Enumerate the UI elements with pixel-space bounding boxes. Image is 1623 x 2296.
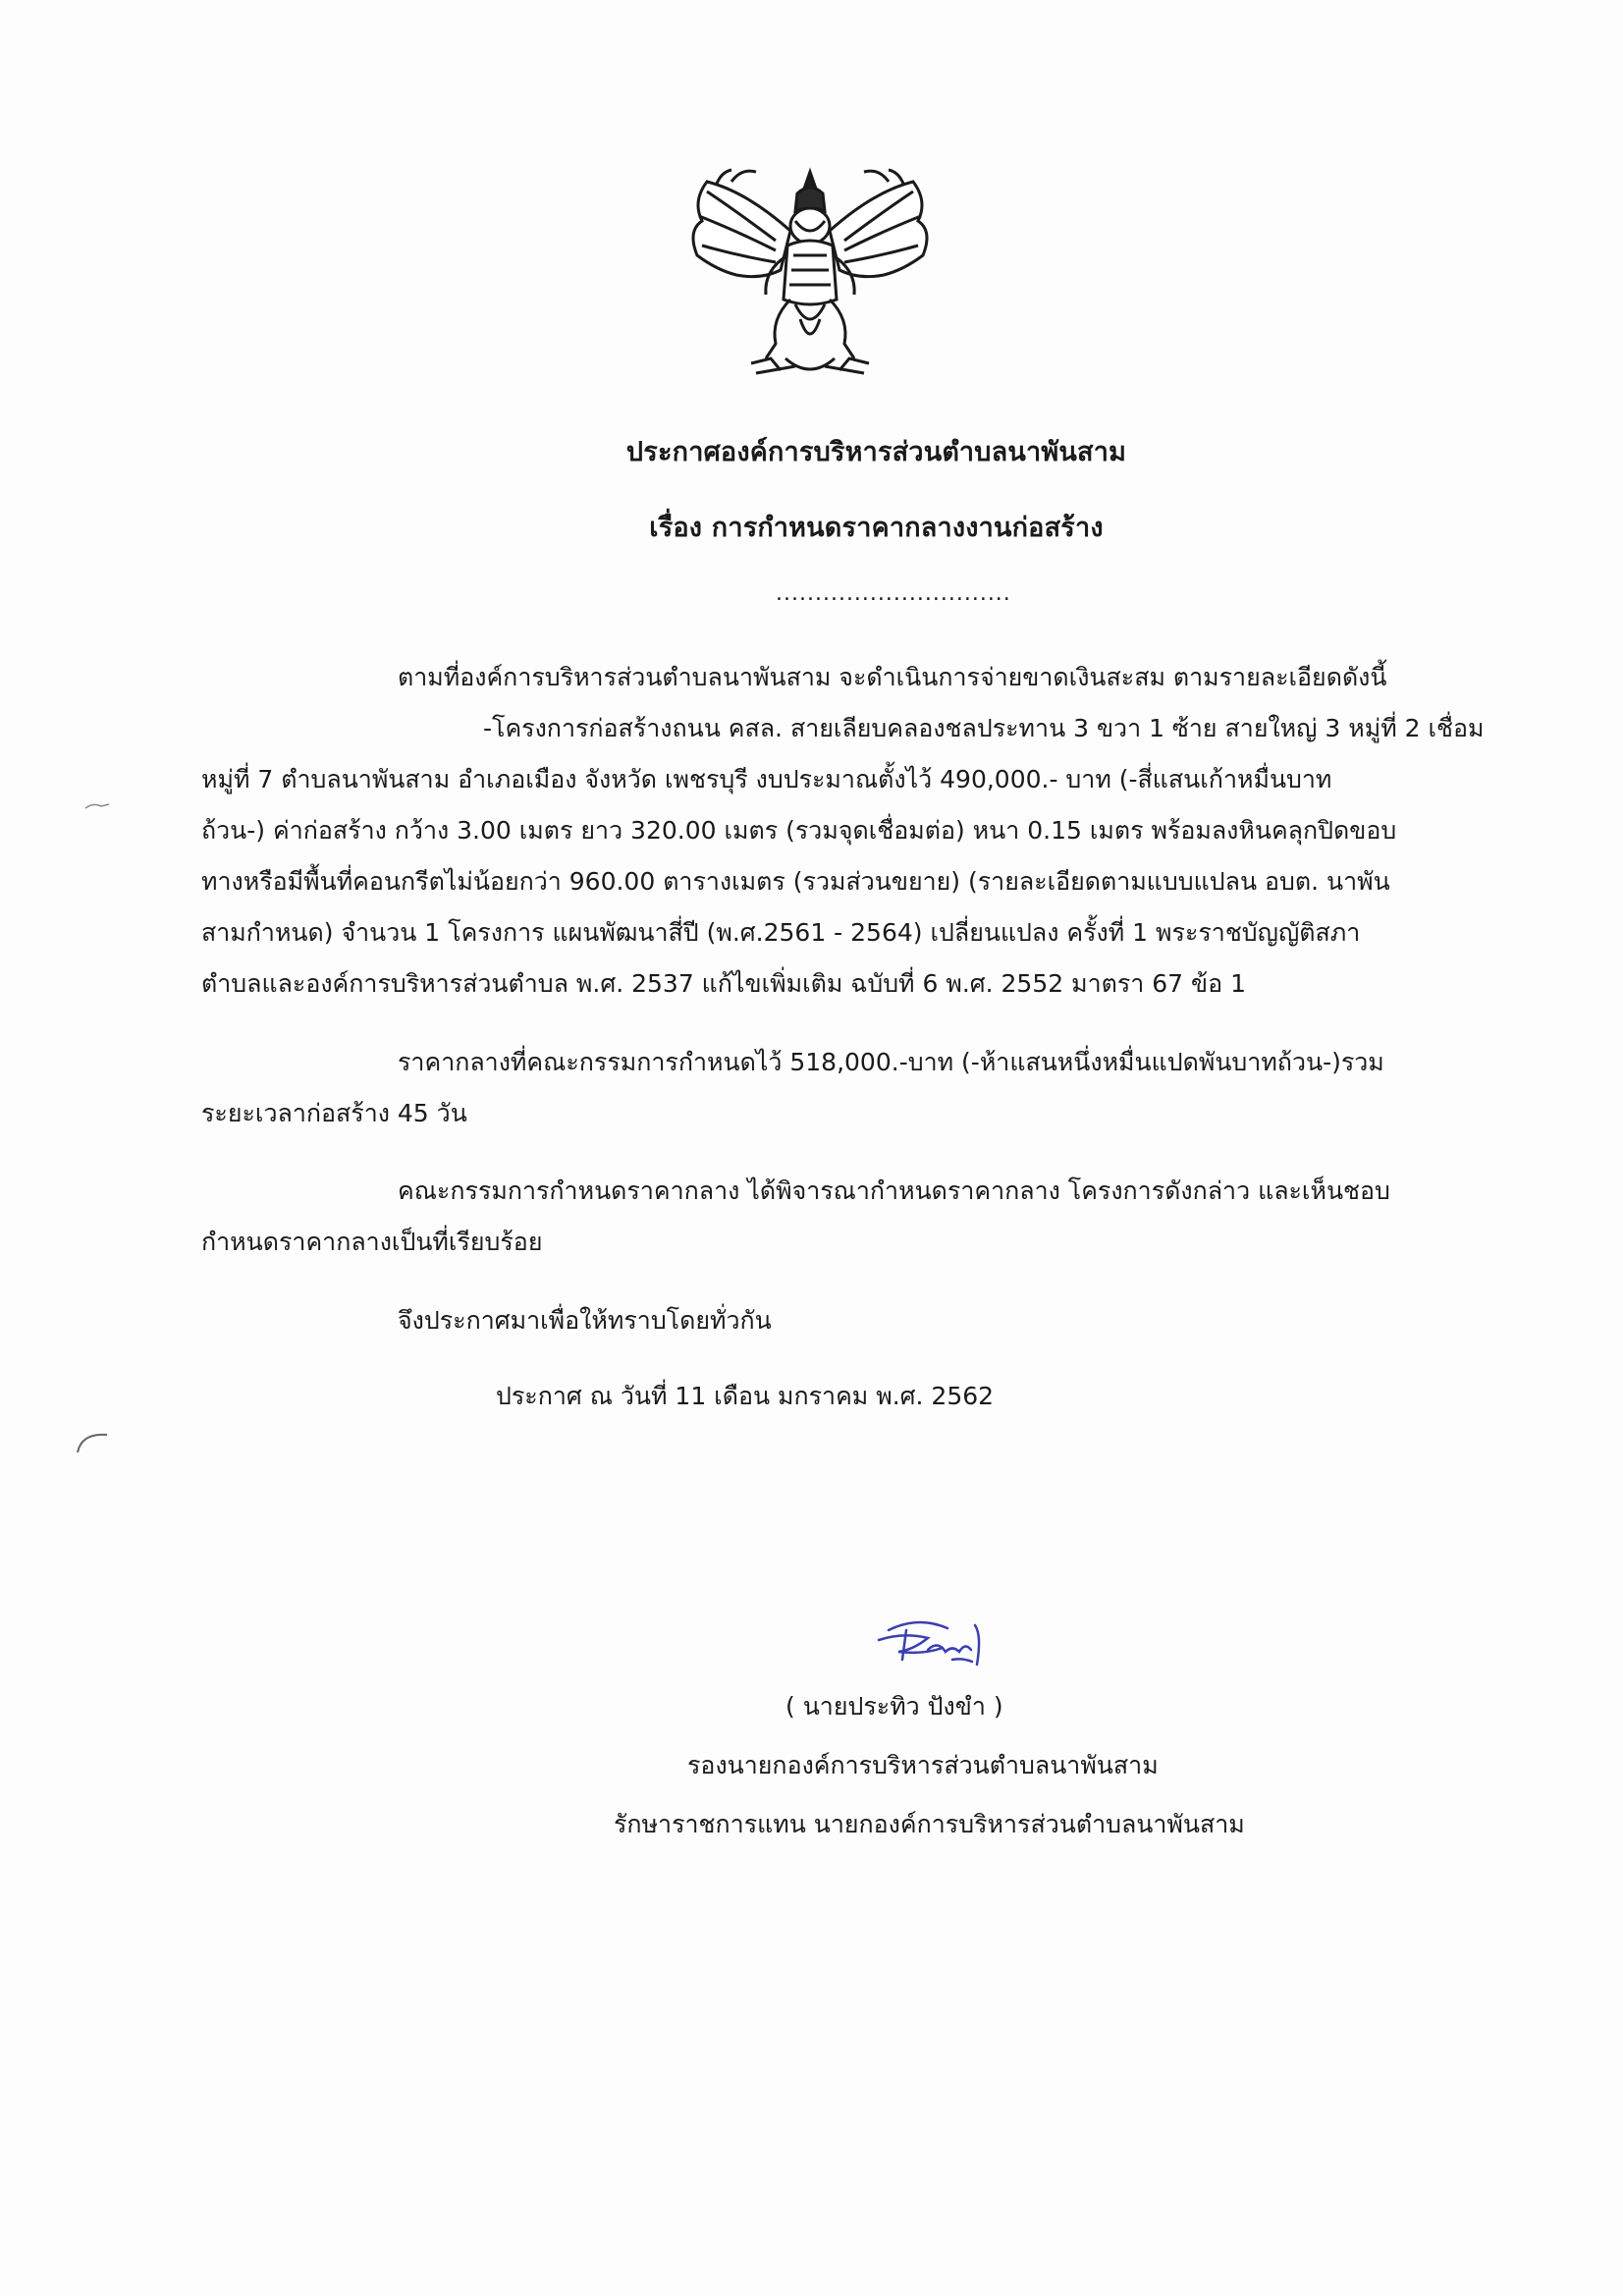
signatory-name: ( นายประทิว ปังขำ ) <box>785 1692 1003 1721</box>
intro-line: ตามที่องค์การบริหารส่วนตำบลนาพันสาม จะดำเนินการจ่ายขาดเงินสะสม ตามรายละเอียดดังนี้ <box>398 663 1387 691</box>
project-line-1: -โครงการก่อสร้างถนน คสล. สายเลียบคลองชลประทาน 3 ขวา 1 ซ้าย สายใหญ่ 3 หมู่ที่ 2 เชื่อม <box>483 714 1485 742</box>
document-subject: เรื่อง การกำหนดราคากลางงานก่อสร้าง <box>649 513 1104 543</box>
project-line-4: ทางหรือมีพื้นที่คอนกรีตไม่น้อยกว่า 960.00 ตารางเมตร (รวมส่วนขยาย) (รายละเอียดตามแบบแปลน อบต. นาพัน <box>201 867 1390 896</box>
separator-dots: .............................. <box>776 581 1011 606</box>
signatory-position: รองนายกองค์การบริหารส่วนตำบลนาพันสาม <box>687 1751 1159 1779</box>
project-line-2: หมู่ที่ 7 ตำบลนาพันสาม อำเภอเมือง จังหวัด เพชรบุรี งบประมาณตั้งไว้ 490,000.- บาท (-สี่แสนเก้าหมื่นบาท <box>201 765 1332 793</box>
scan-mark-1 <box>83 800 113 812</box>
announce-line: จึงประกาศมาเพื่อให้ทราบโดยทั่วกัน <box>398 1306 772 1335</box>
signatory-acting: รักษาราชการแทน นายกองค์การบริหารส่วนตำบลนาพันสาม <box>614 1810 1245 1838</box>
scan-mark-2 <box>74 1429 113 1458</box>
document-title: ประกาศองค์การบริหารส่วนตำบลนาพันสาม <box>625 437 1127 467</box>
committee-line-1: คณะกรรมการกำหนดราคากลาง ได้พิจารณากำหนดราคากลาง โครงการดังกล่าว และเห็นชอบ <box>398 1176 1390 1205</box>
date-line: ประกาศ ณ วันที่ 11 เดือน มกราคม พ.ศ. 2562 <box>496 1382 995 1410</box>
project-line-3: ถ้วน-) ค่าก่อสร้าง กว้าง 3.00 เมตร ยาว 320.00 เมตร (รวมจุดเชื่อมต่อ) หนา 0.15 เมตร พร้อมลงหินคลุกปิดขอบ <box>201 816 1397 845</box>
handwritten-signature <box>869 1611 997 1674</box>
project-line-5: สามกำหนด) จำนวน 1 โครงการ แผนพัฒนาสี่ปี (พ.ศ.2561 - 2564) เปลี่ยนแปลง ครั้งที่ 1 พระราชบัญญัติสภา <box>201 918 1361 947</box>
median-price-line-2: ระยะเวลาก่อสร้าง 45 วัน <box>201 1099 467 1127</box>
garuda-emblem-icon <box>677 162 943 383</box>
median-price-line-1: ราคากลางที่คณะกรรมการกำหนดไว้ 518,000.-บาท (-ห้าแสนหนึ่งหมื่นแปดพันบาทถ้วน-)รวม <box>398 1048 1384 1076</box>
project-line-6: ตำบลและองค์การบริหารส่วนตำบล พ.ศ. 2537 แก้ไขเพิ่มเติม ฉบับที่ 6 พ.ศ. 2552 มาตรา 67 ข้อ 1 <box>201 969 1246 998</box>
committee-line-2: กำหนดราคากลางเป็นที่เรียบร้อย <box>201 1228 543 1256</box>
